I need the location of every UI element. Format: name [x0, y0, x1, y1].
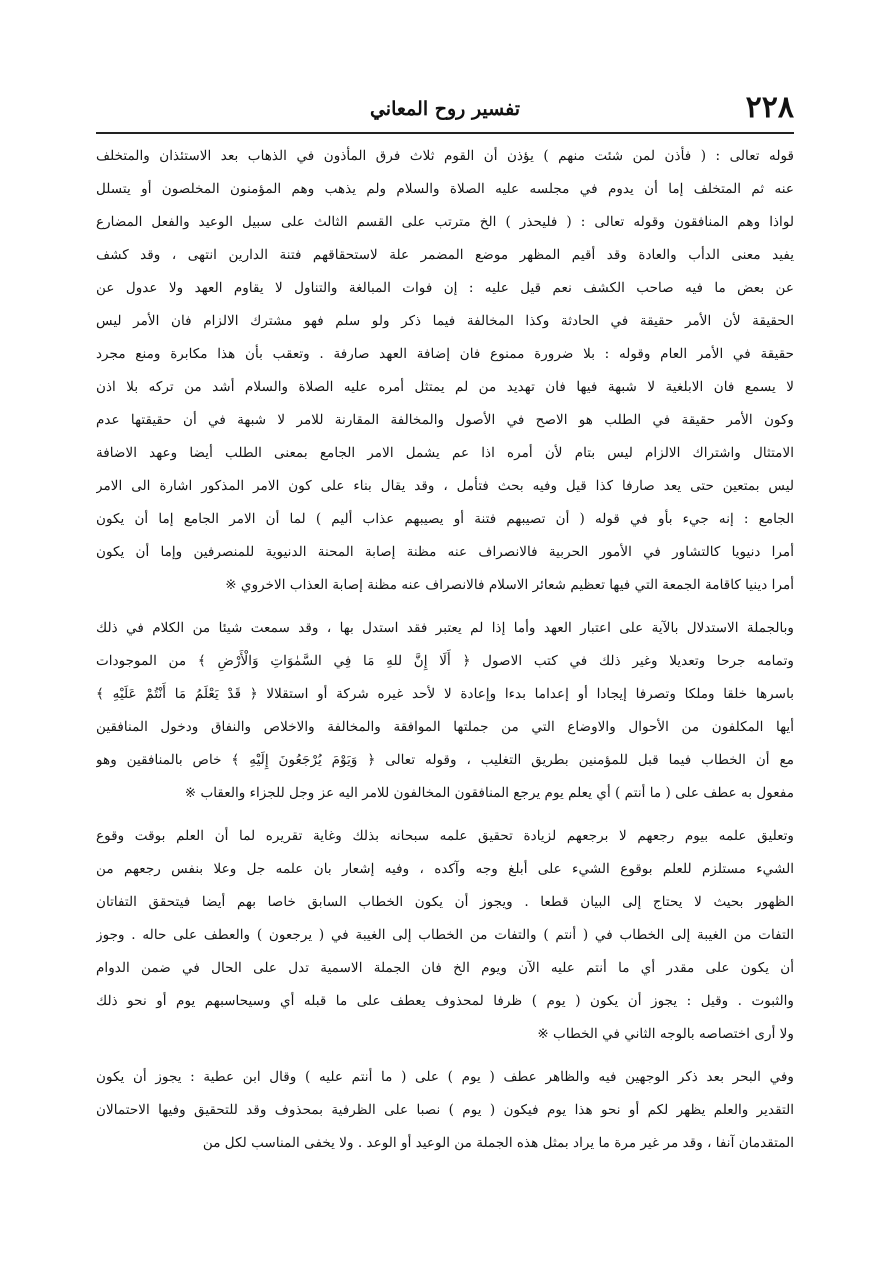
- paragraph-gap: [96, 1051, 794, 1061]
- header-rule: [96, 132, 794, 134]
- paragraph-gap: [96, 810, 794, 820]
- text-line: باسرها خلقا وملكا وتصرفا إيجادا أو إعداما بدءا وإعادة لا لأحد غيره شركة أو استقلالا ﴿ قَدْ يَعْلَمُ مَا أَنْتُمْ عَلَيْهِ ﴾: [96, 686, 794, 702]
- page-header: [96, 90, 794, 134]
- running-title: تفسير روح المعاني: [369, 98, 521, 120]
- text-line: لواذا وهم المنافقون وقوله تعالى : ( فليحذر ) الخ مترتب على القسم الثالث على سبيل الوعيد والفعل المضارع: [96, 214, 794, 230]
- text-line: عن بعض ما فيه صاحب الكشف نعم قيل عليه : إن فوات المبالغة والتناول لا يقاوم العهد ولا عدول عن: [96, 280, 794, 296]
- page-number: ٢٢٨: [745, 90, 794, 125]
- text-line: قوله تعالى : ( فأذن لمن شئت منهم ) يؤذن أن القوم ثلاث فرق المأذون في الذهاب بعد الاستئذان والمتخلف: [96, 148, 794, 164]
- text-line: يفيد معنى الدأب والعادة وقد أقيم المظهر موضع المضمر علة لاستحقاقهم فتنة الدارين انتهى ، وقد كشف: [96, 247, 794, 263]
- paragraph-gap: [96, 602, 794, 612]
- text-line: أن يكون على مقدر أي ما أنتم عليه الآن ويوم الخ فان الجملة الاسمية تدل على الحال في ضمن الدوام: [96, 960, 794, 976]
- text-line: حقيقة في الأمر العام وقوله : بلا ضرورة ممنوع فان إضافة العهد صارفة . وتعقب بأن هذا مكابرة ومنع مجرد: [96, 346, 794, 362]
- text-line: المتقدمان آنفا ، وقد مر غير مرة ما يراد بمثل هذه الجملة من الوعيد أو الوعد . ولا يخفى المناسب لكل من: [202, 1135, 794, 1151]
- paragraph: [96, 612, 794, 810]
- text-line: وكون الأمر حقيقة في الطلب هو الاصح في الأصول والمخالفة المقارنة للامر لا شبهة في أن حقيقتها عدم: [96, 412, 794, 428]
- text-line: مع أن الخطاب فيما قبل للمؤمنين بطريق التغليب ، وقوله تعالى ﴿ وَيَوْمَ يُرْجَعُونَ إِلَيْهِ ﴾ خاص بالمنافقين وهو: [96, 752, 794, 768]
- text-line: مفعول به عطف على ( ما أنتم ) أي يعلم يوم يرجع المنافقون المخالفون للامر اليه عز وجل للجزاء والعقاب ※: [184, 785, 794, 801]
- paragraph: [96, 140, 794, 602]
- text-line: الظهور بحيث لا يحتاج إلى البيان قطعا . ويجوز أن يكون الخطاب السابق خاصا بهم أيضا فيتحقق التفاتان: [96, 894, 794, 910]
- text-line: والثبوت . وقيل : يجوز أن يكون ( يوم ) ظرفا لمحذوف يعطف على ما قبله أي وسيحاسبهم يوم أو نحو ذلك: [96, 993, 794, 1009]
- text-line: الامتثال واشتراك الالزام ليس بتام لأن أمره اذا عم يشمل الامر الجامع بمعنى الطلب أيضا وعهد الاضافة: [96, 445, 794, 461]
- text-line: وتعليق علمه بيوم رجعهم لا برجعهم لزيادة تحقيق علمه سبحانه بذلك وغاية تقريره لما أن العلم بوقت وقوع: [96, 828, 794, 844]
- text-line: الحقيقة لأن الأمر حقيقة في الحادثة وكذا المخالفة فيما ذكر ولو سلم فهو مشترك الالزام فان الأمر ليس: [96, 313, 794, 329]
- text-line: الشيء مستلزم للعلم بوقوع الشيء على أبلغ وجه وآكده ، وفيه إشعار بان علمه جل وعلا بنفس رجعهم من: [96, 861, 794, 877]
- paragraph: [96, 820, 794, 1051]
- text-line: عنه ثم المتخلف إما أن يدوم في مجلسه عليه الصلاة والسلام ولم يذهب وهم المؤمنون المخلصون أو يتسلل: [96, 181, 794, 197]
- text-line: التفات من الغيبة إلى الخطاب في ( أنتم ) والتفات من الخطاب إلى الغيبة في ( يرجعون ) والعطف على حاله . وجوز: [96, 927, 794, 943]
- text-line: وتمامه جرحا وتعديلا وغير ذلك في كتب الاصول ﴿ أَلَا إِنَّ للهِ مَا فِي السَّمٰوَاتِ وَالْأَرْضِ ﴾ من الموجودات: [96, 653, 794, 669]
- text-line: الجامع : إنه جيء بأو في قوله ( أن تصيبهم فتنة أو يصيبهم عذاب أليم ) لما أن الامر الجامع إما أن يكون: [96, 511, 794, 527]
- body-text: [96, 140, 794, 1160]
- text-line: أيها المكلفون من الأحوال والاوضاع التي من جملتها الموافقة والمخالفة والاخلاص والنفاق ودخول المنافقين: [96, 719, 794, 735]
- text-line: وفي البحر بعد ذكر الوجهين فيه والظاهر عطف ( يوم ) على ( ما أنتم عليه ) وقال ابن عطية : يجوز أن يكون: [96, 1069, 794, 1085]
- text-line: لا يسمع فان الابلغية لا شبهة فيها فان تهديد من لم يمتثل أمره عليه الصلاة والسلام أشد من تركه بلا اذن: [96, 379, 794, 395]
- text-line: التقدير والعلم يظهر لكم أو نحو هذا يوم فيكون ( يوم ) نصبا على الظرفية بمحذوف وقد للتحقيق وفيها الاحتمالان: [96, 1102, 794, 1118]
- paragraph: [96, 1061, 794, 1160]
- text-line: أمرا دينيا كاقامة الجمعة التي فيها تعظيم شعائر الاسلام فالانصراف عنه مظنة إصابة العذاب الاخروي ※: [225, 577, 794, 593]
- text-line: أمرا دنيويا كالتشاور في الأمور الحربية فالانصراف عنه مظنة إصابة المحنة الدنيوية للمنصرفين وإما أن يكون: [96, 544, 794, 560]
- text-line: وبالجملة الاستدلال بالآية على اعتبار العهد وأما إذا لم يعتبر فقد استدل بها ، وقد سمعت شيئا من الكلام في ذلك: [96, 620, 794, 636]
- text-line: ولا أرى اختصاصه بالوجه الثاني في الخطاب ※: [537, 1026, 794, 1042]
- text-line: ليس بمتعين حتى يعد صارفا كذا قيل وفيه بحث فتأمل ، وقد يقال بناء على كون الامر المذكور اشارة الى الامر: [96, 478, 794, 494]
